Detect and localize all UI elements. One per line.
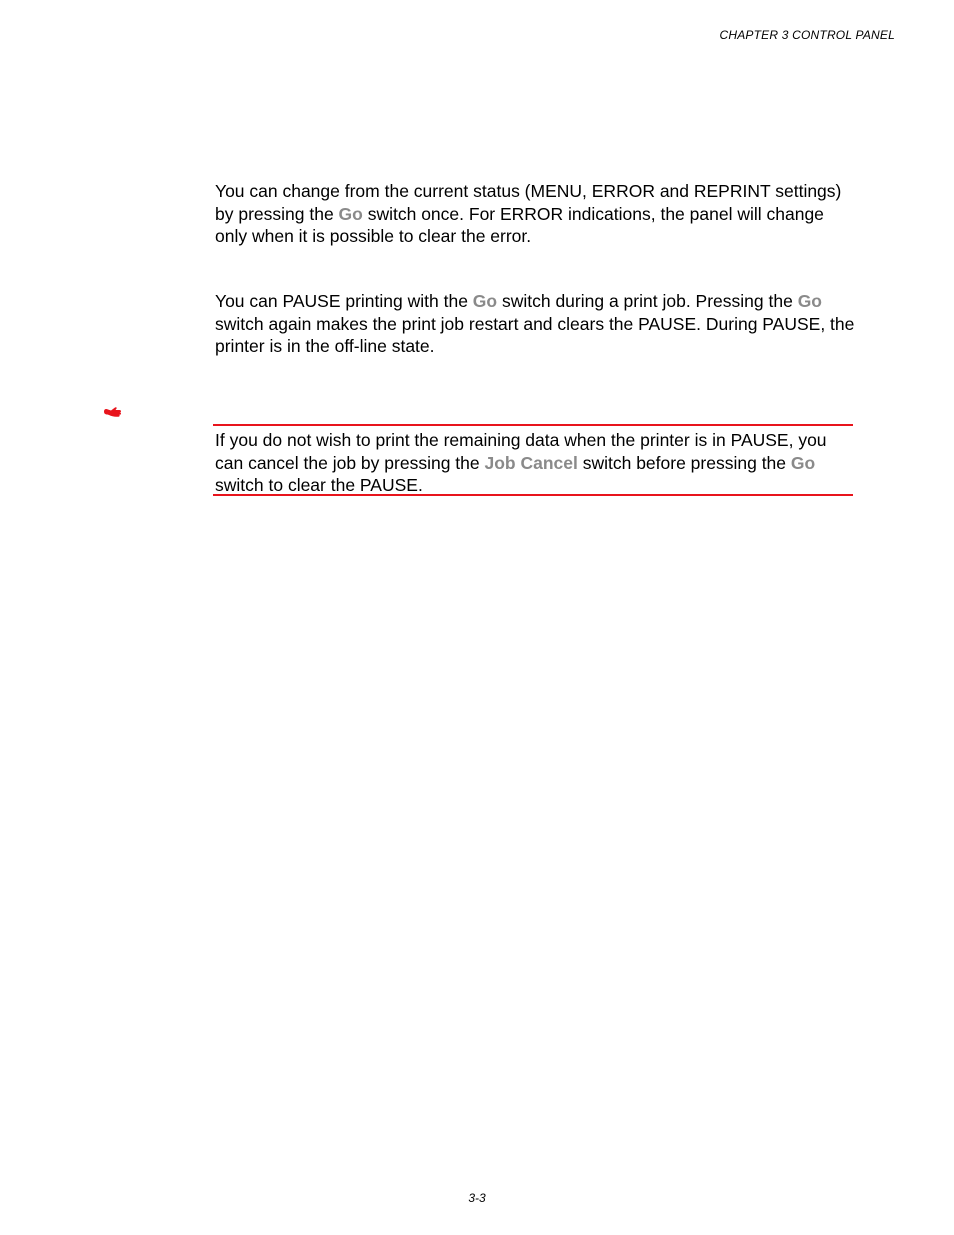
- text-segment: switch to clear the PAUSE.: [215, 475, 423, 495]
- text-segment: You can PAUSE printing with the: [215, 291, 473, 311]
- text-segment: switch during a print job. Pressing the: [497, 291, 798, 311]
- text-segment: switch again makes the print job restart and clears the PAUSE. During PAUSE, the printer is in the off-line state.: [215, 313, 855, 356]
- running-header: CHAPTER 3 CONTROL PANEL: [719, 28, 895, 42]
- paragraph-go-switch-status: [215, 180, 855, 248]
- go-switch-keyword: Go: [472, 291, 498, 311]
- go-switch-keyword: Go: [790, 452, 816, 473]
- note-box: [213, 424, 853, 496]
- paragraph-pause: [215, 290, 855, 358]
- page-number: 3-3: [468, 1191, 486, 1205]
- job-cancel-switch-keyword: Job Cancel: [484, 452, 578, 473]
- go-switch-keyword: Go: [797, 291, 822, 311]
- text-segment: You can change from the current status (MENU, ERROR and REPRINT settings) by pressing the: [215, 181, 842, 224]
- text-segment: switch before pressing the: [577, 452, 791, 473]
- text-segment: switch once. For ERROR indications, the panel will change only when it is possible to clear the error.: [215, 203, 824, 246]
- text-segment: If you do not wish to print the remaining data when the printer is in PAUSE, you can cancel the job by pressing the: [215, 430, 827, 473]
- note-text: [215, 429, 851, 497]
- go-switch-keyword: Go: [338, 203, 363, 224]
- pointing-hand-icon: [103, 404, 123, 420]
